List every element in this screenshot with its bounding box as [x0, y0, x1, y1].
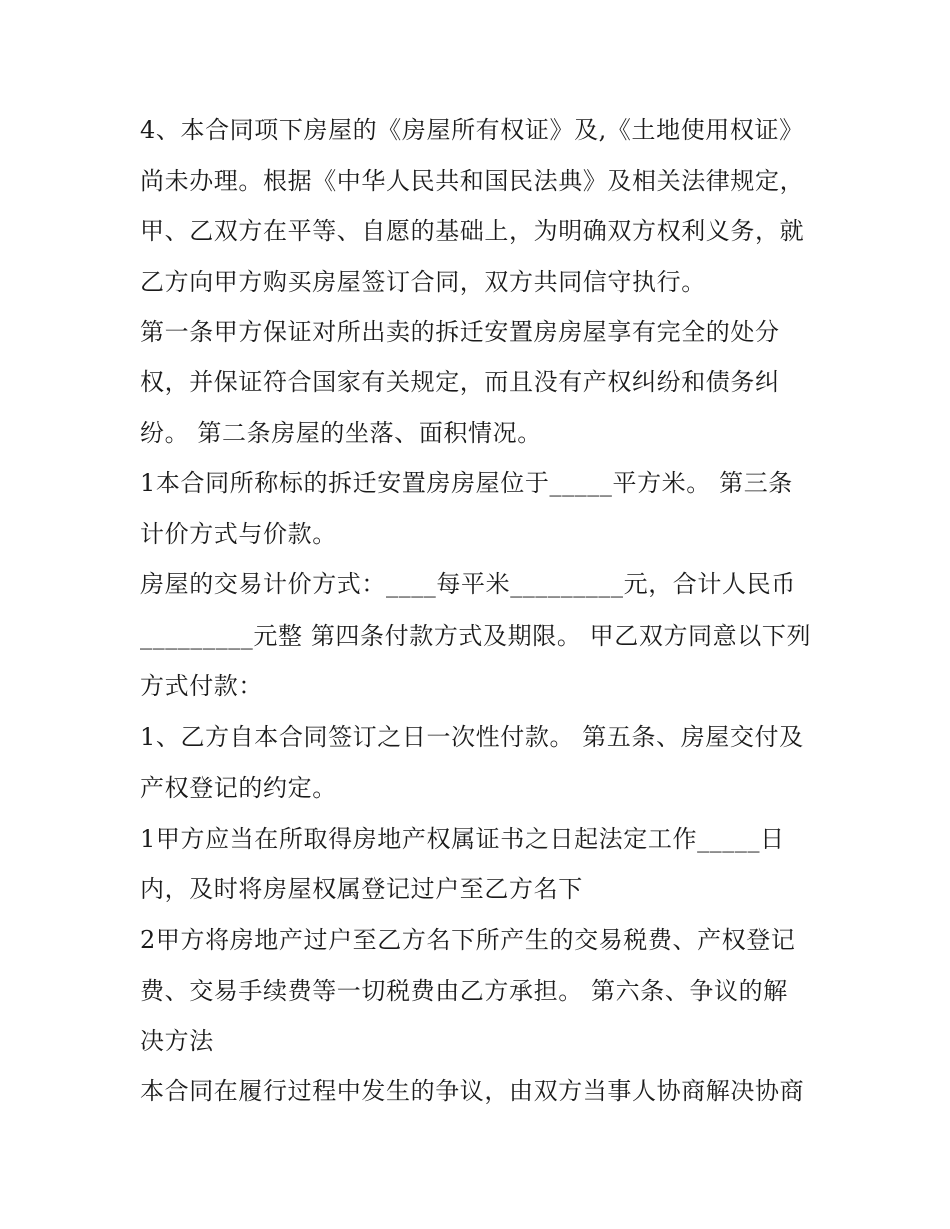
text-line: 纷。 第二条房屋的坐落、面积情况。: [140, 419, 542, 447]
text-line: 内，及时将房屋权属登记过户至乙方名下: [140, 875, 583, 903]
text-line: 4、本合同项下房屋的《房屋所有权证》及,《土地使用权证》: [140, 116, 804, 144]
text-line: 尚未办理。根据《中华人民共和国民法典》及相关法律规定，: [140, 167, 805, 195]
text-line: _________元整 第四条付款方式及期限。 甲乙双方同意以下列: [140, 622, 812, 650]
text-line: 甲、乙双方在平等、自愿的基础上，为明确双方权利义务，就: [140, 217, 805, 245]
text-line: 2甲方将房地产过户至乙方名下所产生的交易税费、产权登记: [140, 926, 796, 954]
text-line: 本合同在履行过程中发生的争议，由双方当事人协商解决协商: [140, 1077, 805, 1105]
text-line: 决方法: [140, 1027, 214, 1055]
text-line: 1本合同所称标的拆迁安置房房屋位于_____平方米。 第三条: [140, 469, 793, 497]
text-line: 费、交易手续费等一切税费由乙方承担。 第六条、争议的解: [140, 977, 788, 1005]
text-line: 产权登记的约定。: [140, 774, 337, 802]
text-line: 计价方式与价款。: [140, 520, 337, 548]
text-line: 1甲方应当在所取得房地产权属证书之日起法定工作_____日: [140, 825, 785, 853]
text-line: 房屋的交易计价方式：____每平米_________元，合计人民币: [140, 570, 796, 598]
text-line: 方式付款：: [140, 672, 263, 700]
text-line: 1、乙方自本合同签订之日一次性付款。 第五条、房屋交付及: [140, 723, 804, 751]
text-line: 第一条甲方保证对所出卖的拆迁安置房房屋享有完全的处分: [140, 318, 780, 346]
text-line: 乙方向甲方购买房屋签订合同，双方共同信守执行。: [140, 268, 706, 296]
text-line: 权，并保证符合国家有关规定，而且没有产权纠纷和债务纠: [140, 368, 780, 396]
